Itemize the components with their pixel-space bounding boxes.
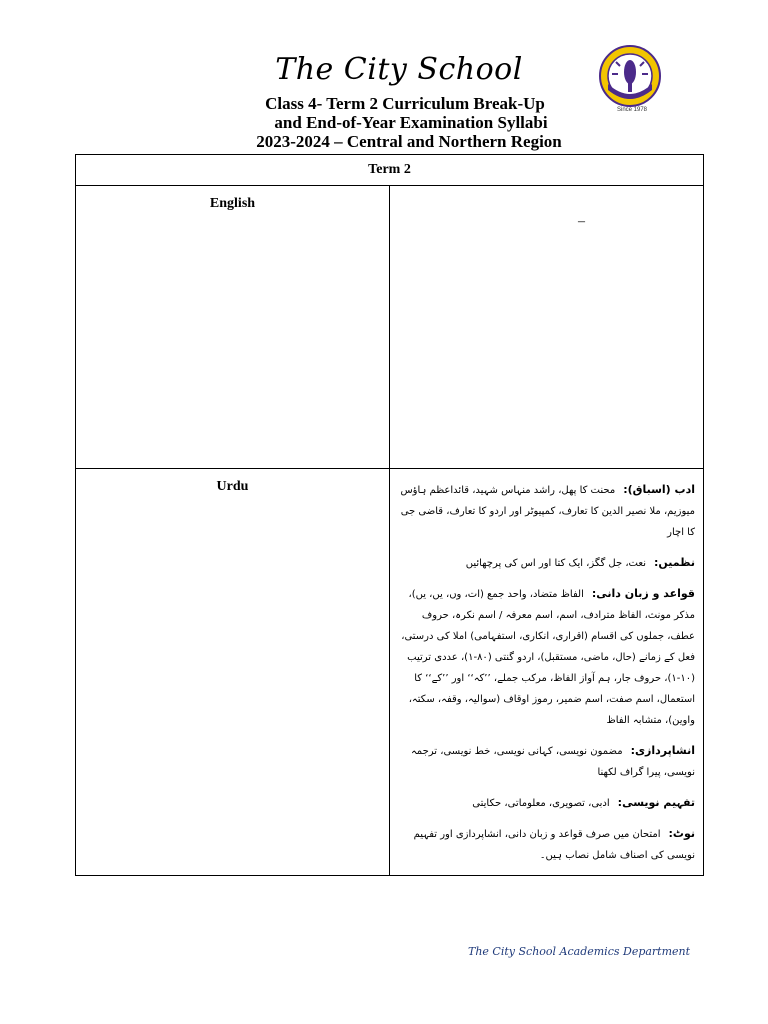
table-row	[76, 469, 704, 876]
section-label: نوٹ:	[668, 827, 695, 840]
urdu-section-note	[398, 823, 695, 866]
subject-english: English	[76, 186, 390, 469]
section-label: تفہیم نویسی:	[617, 796, 695, 809]
section-text: امتحان میں صرف قواعد و زبان دانی، انشاپردازی اور تفہیم نویسی کی اصناف شامل نصاب ہیں۔	[413, 829, 695, 861]
urdu-section-composition	[398, 740, 695, 783]
syllabus-table	[75, 154, 704, 876]
english-content	[390, 186, 704, 469]
section-text: ادبی، تصویری، معلوماتی، حکایتی	[472, 798, 610, 809]
section-label: نظمیں:	[653, 556, 695, 569]
since-label: Since 1978	[616, 107, 648, 113]
subject-urdu: Urdu	[76, 469, 390, 876]
section-text: نعت، جل گگز، ایک کتا اور اس کی پرچھائیں	[465, 558, 646, 569]
urdu-content	[390, 469, 704, 876]
section-label: ادب (اسباق):	[623, 483, 695, 496]
urdu-section-literature	[398, 479, 695, 543]
title-line-3: 2023-2024 – Central and Northern Region	[256, 132, 562, 151]
table-row	[76, 186, 704, 469]
school-name-title: The City School	[275, 52, 523, 87]
title-line-1: Class 4- Term 2 Curriculum Break-Up	[265, 94, 545, 113]
title-line-2: and End-of-Year Examination Syllabi	[274, 113, 548, 132]
section-label: انشاپردازی:	[630, 744, 695, 757]
urdu-section-poems	[398, 552, 695, 574]
urdu-section-comprehension	[398, 792, 695, 814]
term-header: Term 2	[76, 155, 704, 186]
section-text: محنت کا پھل، راشد منہاس شہید، قائداعظم ہاؤس میوزیم، ملا نصیر الدین کا تعارف، کمپیوٹر اور اردو کا تعارف، قاضی جی کا اچار	[400, 485, 695, 538]
section-text: الفاظ متضاد، واحد جمع (ات، وں، یں، یں)، مذکر مونث، الفاظ مترادف، اسم، اسم معرفہ / اسم نکرہ، حروف عطف، جملوں کی اقسام (اقراری، انکاری، استفہامی) املا کی درستی، فعل کے زمانے (حال، ماضی، مستقبل)، اردو گنتی (۸۰-۱)، عددی ترتیب (۱۰-۱)، حروف جار، ہم آواز الفاظ، مرکب جملے، ’’کہ‘‘ اور ’’کے‘‘ کا استعمال، اسم صفت، اسم ضمیر، رموز اوقاف (سوالیہ، وقفہ، سکتہ، واوین)، متشابہ الفاظ	[401, 589, 695, 726]
footer-department: The City School Academics Department	[468, 945, 691, 958]
urdu-section-grammar	[398, 583, 695, 731]
english-placeholder-dash: –	[578, 214, 585, 229]
section-label: قواعد و زبان دانی:	[591, 587, 695, 600]
section-text: مضمون نویسی، کہانی نویسی، خط نویسی، ترجمہ نویسی، پیرا گراف لکھنا	[410, 746, 695, 778]
